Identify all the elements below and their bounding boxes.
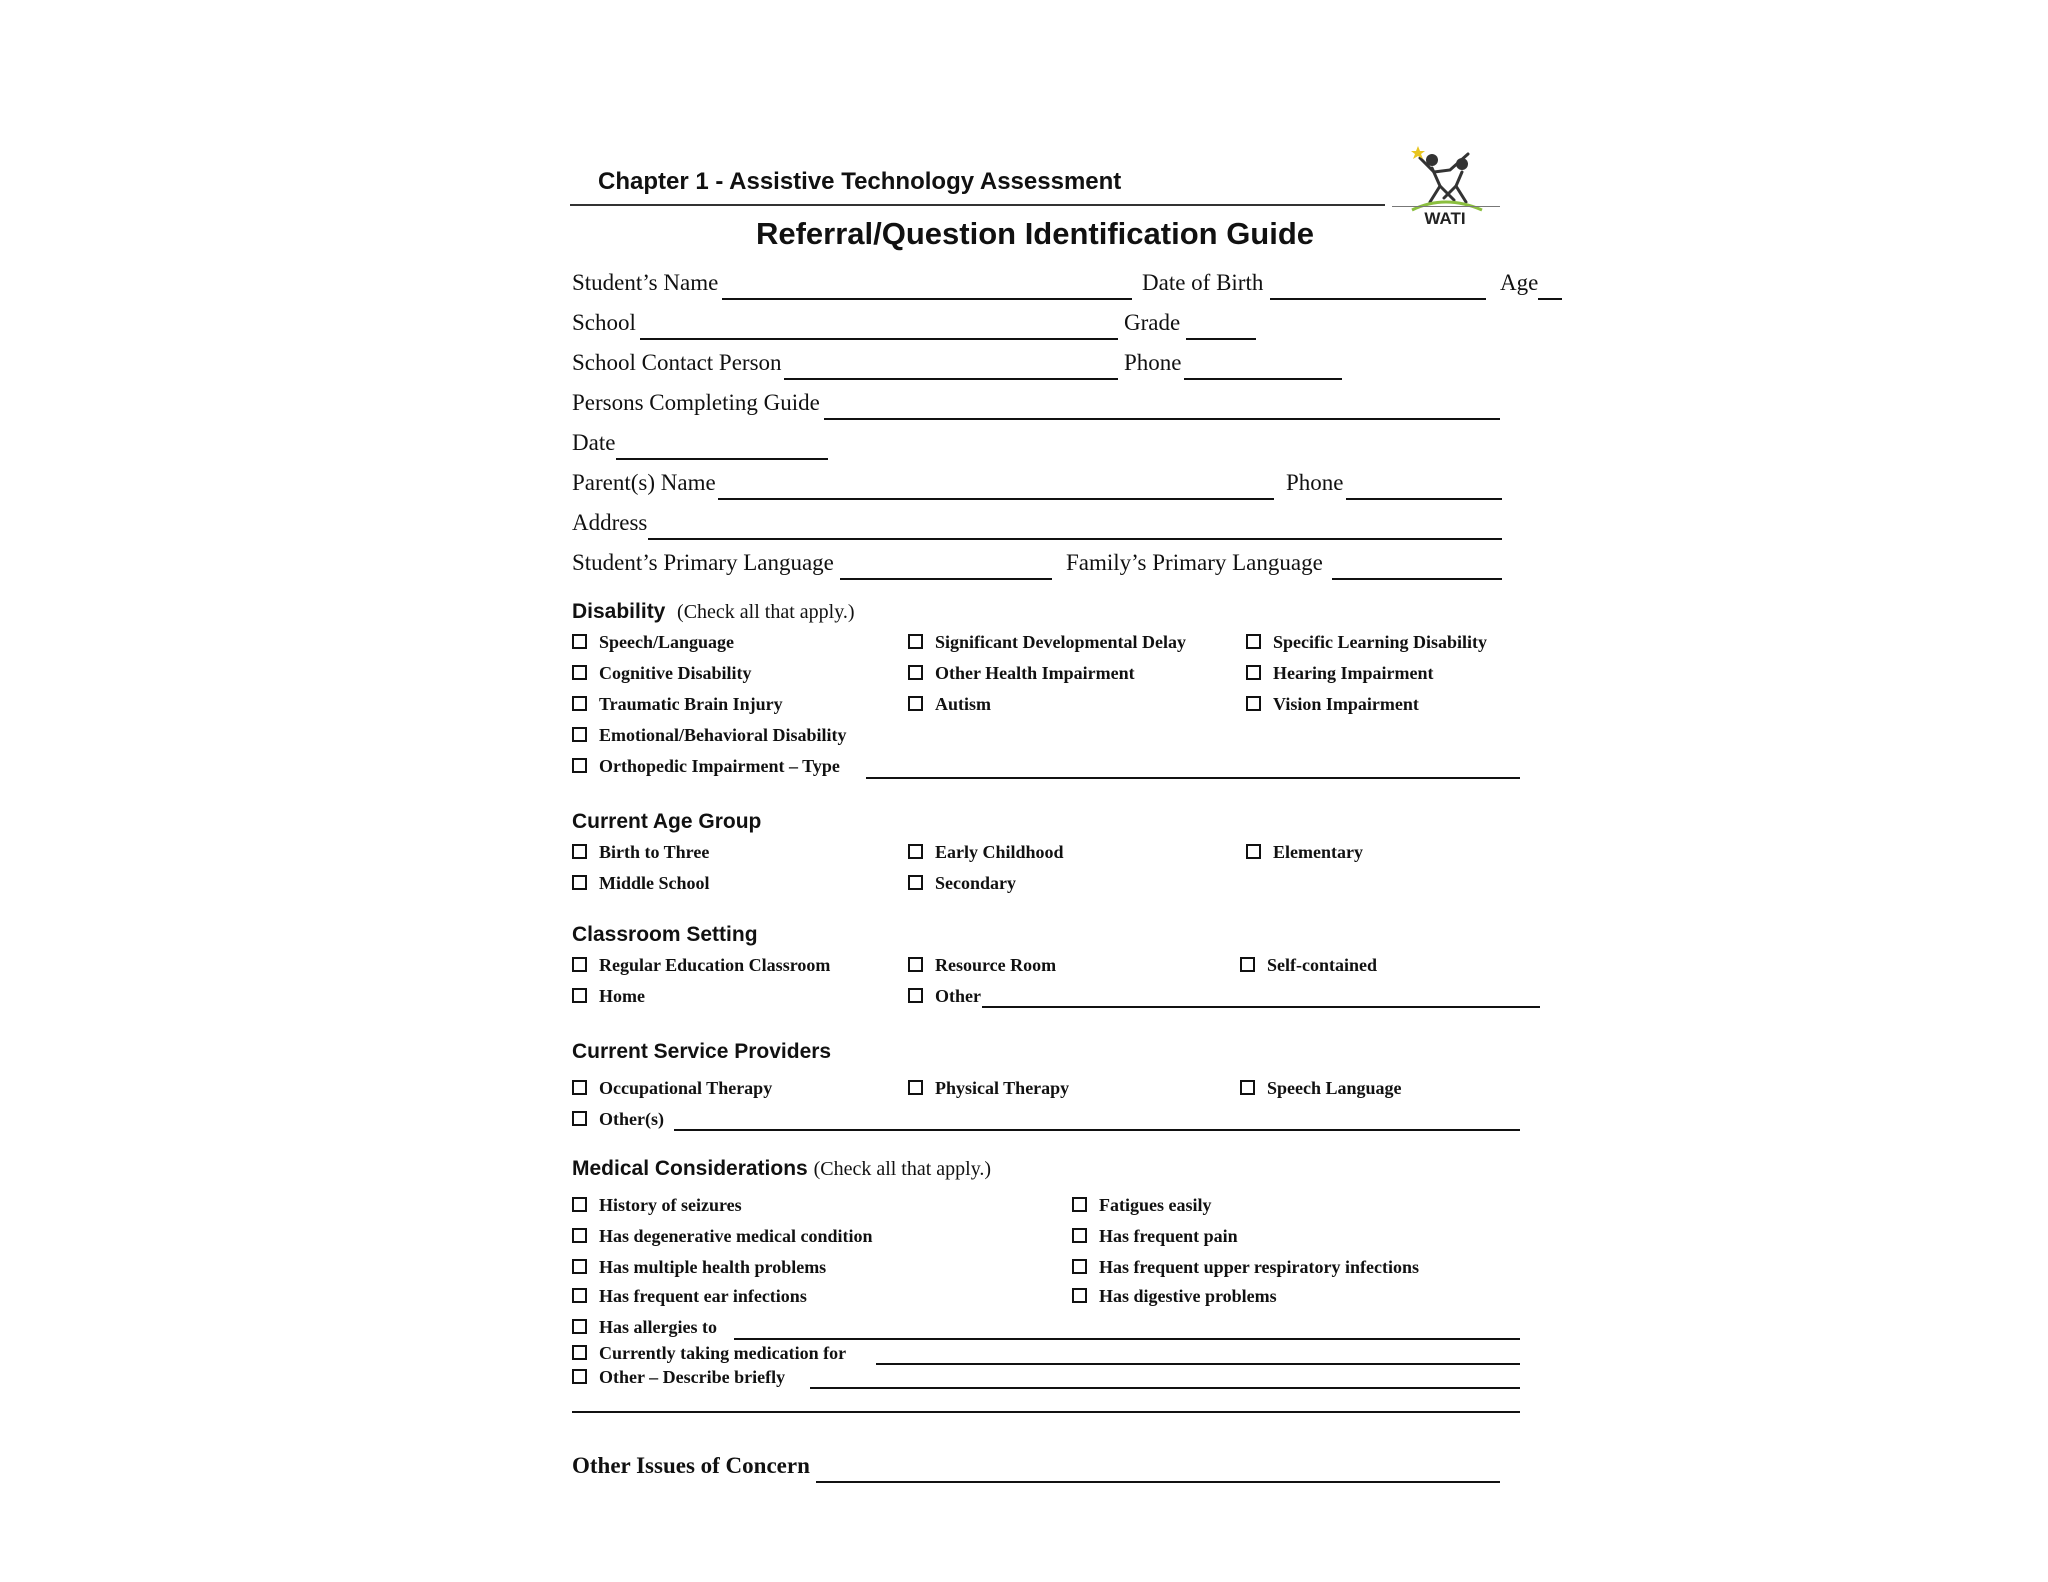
medication-field[interactable] (876, 1363, 1520, 1365)
checkbox-significant-developmental-delay[interactable]: Significant Developmental Delay (908, 632, 1186, 653)
checkbox-icon (572, 957, 587, 972)
dob-label: Date of Birth (1142, 270, 1264, 295)
checkbox-icon (1246, 634, 1261, 649)
parents-name-label: Parent(s) Name (572, 470, 716, 495)
medical-heading: Medical Considerations (Check all that apply.) (572, 1157, 992, 1180)
classroom-heading: Classroom Setting (572, 923, 758, 946)
parents-name-field[interactable] (718, 498, 1274, 500)
allergies-field[interactable] (734, 1338, 1520, 1340)
persons-completing-label: Persons Completing Guide (572, 390, 820, 415)
school-contact-label: School Contact Person (572, 350, 782, 375)
checkbox-icon (908, 665, 923, 680)
checkbox-icon (1240, 957, 1255, 972)
checkbox-icon (572, 875, 587, 890)
referral-form-page (570, 120, 1560, 1520)
phone-label: Phone (1124, 350, 1182, 375)
other-setting-field[interactable] (982, 1006, 1540, 1008)
checkbox-speech-language[interactable]: Speech/Language (572, 632, 734, 653)
checkbox-icon (572, 1080, 587, 1095)
dob-field[interactable] (1270, 298, 1486, 300)
school-field[interactable] (640, 338, 1118, 340)
checkbox-home[interactable]: Home (572, 986, 645, 1007)
checkbox-icon (572, 1197, 587, 1212)
checkbox-icon (572, 1259, 587, 1274)
checkbox-orthopedic-impairment[interactable]: Orthopedic Impairment – Type (572, 756, 840, 777)
checkbox-ear-infections[interactable]: Has frequent ear infections (572, 1286, 807, 1307)
age-group-heading: Current Age Group (572, 810, 762, 833)
checkbox-regular-education-classroom[interactable]: Regular Education Classroom (572, 955, 830, 976)
checkbox-medication[interactable]: Currently taking medication for (572, 1343, 846, 1364)
other-issues-field[interactable] (816, 1481, 1500, 1483)
checkbox-icon (572, 634, 587, 649)
orthopedic-type-field[interactable] (866, 777, 1520, 779)
parent-phone-label: Phone (1286, 470, 1344, 495)
date-label: Date (572, 430, 616, 455)
checkbox-icon (572, 1319, 587, 1334)
providers-heading: Current Service Providers (572, 1040, 832, 1063)
header-rule (570, 204, 1385, 206)
student-language-field[interactable] (840, 578, 1052, 580)
checkbox-icon (1072, 1259, 1087, 1274)
checkbox-degenerative-condition[interactable]: Has degenerative medical condition (572, 1226, 872, 1247)
checkbox-history-of-seizures[interactable]: History of seizures (572, 1195, 742, 1216)
checkbox-other-medical[interactable]: Other – Describe briefly (572, 1367, 785, 1388)
checkbox-icon (572, 988, 587, 1003)
student-name-field[interactable] (722, 298, 1132, 300)
checkbox-physical-therapy[interactable]: Physical Therapy (908, 1078, 1069, 1099)
checkbox-icon (1240, 1080, 1255, 1095)
checkbox-icon (908, 988, 923, 1003)
checkbox-icon (572, 1345, 587, 1360)
checkbox-fatigues-easily[interactable]: Fatigues easily (1072, 1195, 1212, 1216)
disability-heading: Disability (Check all that apply.) (572, 600, 855, 623)
checkbox-secondary[interactable]: Secondary (908, 873, 1016, 894)
checkbox-icon (908, 957, 923, 972)
checkbox-traumatic-brain-injury[interactable]: Traumatic Brain Injury (572, 694, 783, 715)
school-contact-field[interactable] (784, 378, 1118, 380)
checkbox-digestive-problems[interactable]: Has digestive problems (1072, 1286, 1277, 1307)
checkbox-elementary[interactable]: Elementary (1246, 842, 1363, 863)
student-name-label: Student’s Name (572, 270, 719, 295)
checkbox-icon (1246, 696, 1261, 711)
checkbox-hearing-impairment[interactable]: Hearing Impairment (1246, 663, 1433, 684)
phone-field[interactable] (1184, 378, 1342, 380)
checkbox-icon (572, 1369, 587, 1384)
checkbox-speech-language-provider[interactable]: Speech Language (1240, 1078, 1402, 1099)
checkbox-icon (1072, 1228, 1087, 1243)
wati-logo (1390, 136, 1500, 228)
checkbox-icon (1246, 665, 1261, 680)
checkbox-icon (572, 1111, 587, 1126)
checkbox-icon (908, 844, 923, 859)
checkbox-allergies[interactable]: Has allergies to (572, 1317, 717, 1338)
checkbox-multiple-health-problems[interactable]: Has multiple health problems (572, 1257, 826, 1278)
age-field[interactable] (1538, 298, 1562, 300)
chapter-heading: Chapter 1 - Assistive Technology Assessment (598, 168, 1122, 195)
checkbox-icon (572, 727, 587, 742)
logo-rule (1392, 206, 1500, 207)
address-label: Address (572, 510, 648, 535)
checkbox-cognitive-disability[interactable]: Cognitive Disability (572, 663, 752, 684)
checkbox-other-providers[interactable]: Other(s) (572, 1109, 664, 1130)
checkbox-self-contained[interactable]: Self-contained (1240, 955, 1377, 976)
checkbox-occupational-therapy[interactable]: Occupational Therapy (572, 1078, 772, 1099)
logo-text: WATI (1424, 209, 1466, 228)
other-providers-field[interactable] (674, 1129, 1520, 1131)
checkbox-emotional-behavioral-disability[interactable]: Emotional/Behavioral Disability (572, 725, 847, 746)
student-language-label: Student’s Primary Language (572, 550, 834, 575)
checkbox-birth-to-three[interactable]: Birth to Three (572, 842, 709, 863)
grade-label: Grade (1124, 310, 1181, 335)
form-title: Referral/Question Identification Guide (755, 216, 1315, 251)
checkbox-icon (572, 1288, 587, 1303)
address-field[interactable] (648, 538, 1502, 540)
checkbox-respiratory-infections[interactable]: Has frequent upper respiratory infections (1072, 1257, 1419, 1278)
checkbox-icon (572, 844, 587, 859)
checkbox-icon (1072, 1288, 1087, 1303)
checkbox-vision-impairment[interactable]: Vision Impairment (1246, 694, 1419, 715)
age-label: Age (1500, 270, 1539, 295)
date-field[interactable] (616, 458, 828, 460)
checkbox-icon (572, 665, 587, 680)
school-label: School (572, 310, 636, 335)
checkbox-frequent-pain[interactable]: Has frequent pain (1072, 1226, 1238, 1247)
checkbox-icon (908, 696, 923, 711)
checkbox-icon (572, 1228, 587, 1243)
family-language-field[interactable] (1332, 578, 1502, 580)
checkbox-autism[interactable]: Autism (908, 694, 991, 715)
grade-field[interactable] (1186, 338, 1256, 340)
checkbox-icon (908, 634, 923, 649)
other-issues-label: Other Issues of Concern (572, 1453, 810, 1478)
other-medical-field[interactable] (810, 1387, 1520, 1389)
checkbox-specific-learning-disability[interactable]: Specific Learning Disability (1246, 632, 1487, 653)
checkbox-other-health-impairment[interactable]: Other Health Impairment (908, 663, 1135, 684)
checkbox-icon (908, 1080, 923, 1095)
checkbox-icon (908, 875, 923, 890)
checkbox-other-setting[interactable]: Other (908, 986, 981, 1007)
family-language-label: Family’s Primary Language (1066, 550, 1323, 575)
checkbox-icon (572, 696, 587, 711)
persons-completing-field[interactable] (824, 418, 1500, 420)
parent-phone-field[interactable] (1346, 498, 1502, 500)
checkbox-icon (1246, 844, 1261, 859)
checkbox-early-childhood[interactable]: Early Childhood (908, 842, 1064, 863)
other-medical-extra-line[interactable] (572, 1411, 1520, 1413)
checkbox-middle-school[interactable]: Middle School (572, 873, 710, 894)
checkbox-resource-room[interactable]: Resource Room (908, 955, 1056, 976)
checkbox-icon (572, 758, 587, 773)
checkbox-icon (1072, 1197, 1087, 1212)
